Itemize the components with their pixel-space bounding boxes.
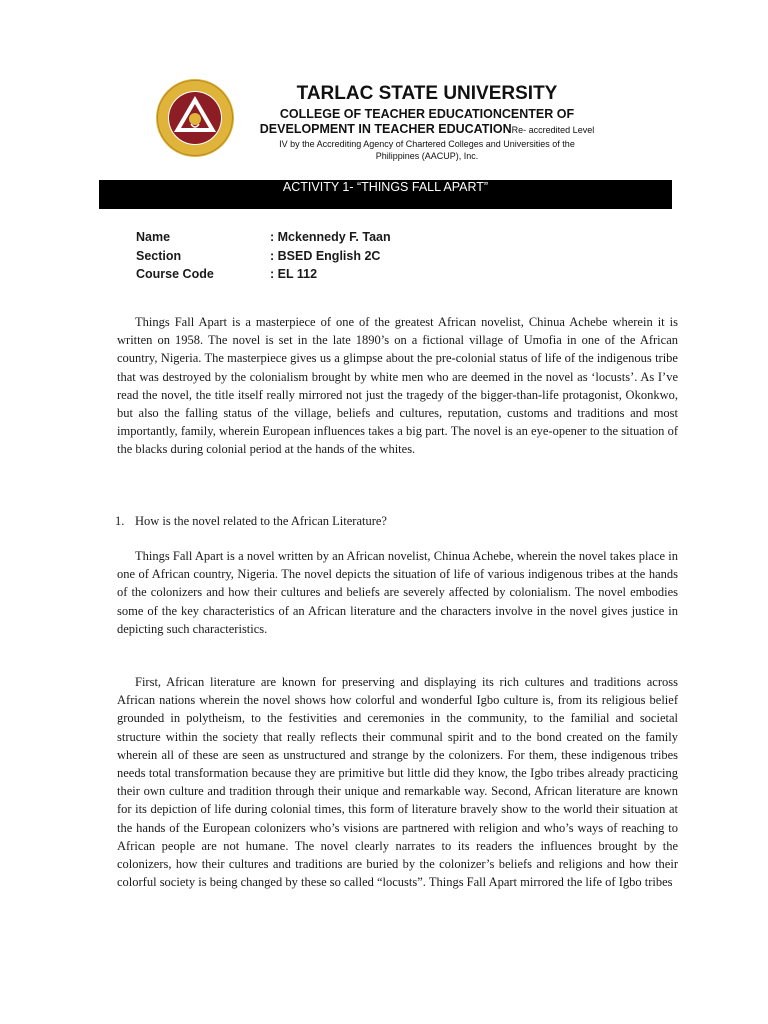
info-value: : Mckennedy F. Taan bbox=[270, 230, 391, 244]
info-row-section bbox=[136, 247, 391, 266]
info-row-name bbox=[136, 228, 391, 247]
accreditation-line: IV by the Accrediting Agency of Chartered Colleges and Universities of the bbox=[279, 139, 575, 149]
student-info bbox=[136, 228, 391, 284]
question-number: 1. bbox=[115, 514, 125, 528]
question-text: How is the novel related to the African Literature? bbox=[135, 514, 387, 528]
info-label: Course Code bbox=[136, 267, 214, 281]
university-name: TARLAC STATE UNIVERSITY bbox=[296, 83, 558, 104]
accreditation-inline: Re- accredited Level bbox=[511, 125, 595, 135]
answer-paragraph-2: First, African literature are known for preserving and displaying its rich cultures and traditions across African nations wherein the novel shows how colorful and wonderful Igbo culture is, from its religious belief grounded in polytheism, to the festivities and ceremonies in the community, to the familial and societal structure within the society that really reflects their communal spirit and to the bond created on the family wherein all of these are seen as unstructured and strange by the colonizers. For them, these indigenous tribes needs total transformation because they are primitive but little did they know, the Igbo tribes already practicing their own culture and tradition through their unique and remarkable way. Second, African literature are known for its depiction of life during colonial times, this form of literature bravely show to the world their situation at the hands of the European colonizers who’s visions are partnered with religion and who’s ways of reaching to African people are not humane. The novel clearly narrates to its readers the influences brought by the colonizers, how their cultures and traditions are buried by the colonizer’s beliefs and religions and how their colorful society is being changed by these so called “locusts”. Things Fall Apart mirrored the life of Igbo tribes bbox=[117, 675, 678, 890]
answer-paragraph-1: Things Fall Apart is a novel written by an African novelist, Chinua Achebe, wherein the novel takes place in one of African country, Nigeria. The novel depicts the situation of life of various indigenous tribes at the hands of the colonizers and how their cultures and beliefs are severely affected by colonialism. The novel embodies some of the key characteristics of an African literature and the characters involve in the novel gives justice in depicting such characteristics. bbox=[117, 549, 678, 636]
info-label: Name bbox=[136, 230, 171, 244]
activity-title-banner bbox=[99, 180, 672, 209]
info-value: : BSED English 2C bbox=[270, 248, 381, 263]
activity-title: ACTIVITY 1- “THINGS FALL APART” bbox=[282, 180, 489, 194]
info-value: : EL 112 bbox=[270, 267, 318, 281]
letterhead bbox=[236, 82, 618, 162]
college-line-2: DEVELOPMENT IN TEACHER EDUCATION bbox=[259, 122, 512, 136]
accreditation-line-2: Philippines (AACUP), Inc. bbox=[375, 151, 479, 161]
question-1 bbox=[115, 512, 387, 530]
intro-paragraph: Things Fall Apart is a masterpiece of one of the greatest African novelist, Chinua Achebe wherein it is written on 1958. The novel is set in the late 1890’s on a fictional village of Umofia in one of the African country, Nigeria. The masterpiece gives us a glimpse about the pre-colonial status of life of the indigenous tribe that was destroyed by the colonialism brought by white men who are deemed in the novel as ‘locusts’. As I’ve read the novel, the title itself really mirrored not just the tragedy of the bigger-than-life protagonist, Okonkwo, but also the falling status of the village, beliefs and cultures, reputation, customs and traditions and most importantly, family, wherein European influences takes a big part. The novel is an eye-opener to the situation of the blacks during colonial period at the hands of the whites. bbox=[117, 315, 678, 457]
college-name bbox=[236, 107, 618, 138]
university-seal-logo bbox=[155, 78, 235, 158]
college-line-1: COLLEGE OF TEACHER EDUCATIONCENTER OF bbox=[279, 107, 575, 121]
info-label: Section bbox=[136, 248, 182, 263]
info-row-course-code bbox=[136, 265, 391, 284]
